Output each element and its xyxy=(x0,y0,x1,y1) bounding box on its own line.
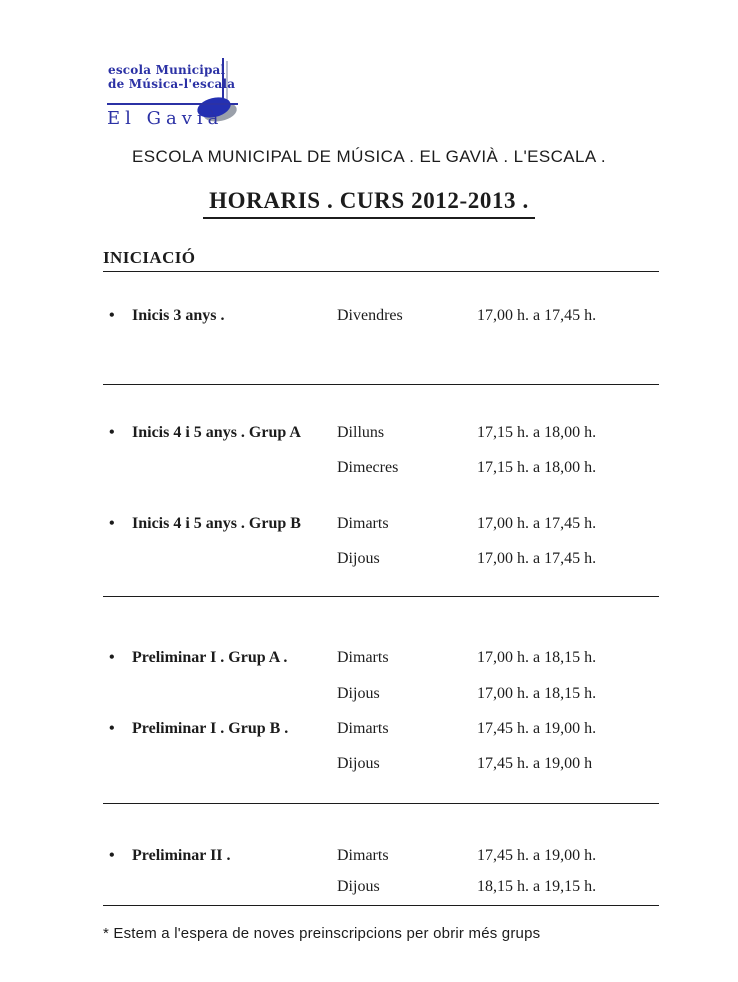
logo-text-line2: de Música-l'escala xyxy=(108,77,236,91)
session-day: Dijous xyxy=(337,550,380,567)
session-time: 17,45 h. a 19,00 h xyxy=(477,755,593,772)
session-time: 17,00 h. a 17,45 h. xyxy=(477,550,597,567)
session-day: Dijous xyxy=(337,878,380,895)
schedule-row xyxy=(103,648,659,668)
bullet-icon: • xyxy=(109,720,115,737)
separator-rule xyxy=(103,596,659,597)
schedule-row xyxy=(103,877,659,897)
section-heading-iniciacio: INICIACIÓ xyxy=(103,248,659,272)
bullet-icon: • xyxy=(109,649,115,666)
group-name: Preliminar I . Grup A . xyxy=(132,649,288,666)
schedule-row xyxy=(103,458,659,478)
session-time: 17,15 h. a 18,00 h. xyxy=(477,459,597,476)
school-name-heading: ESCOLA MUNICIPAL DE MÚSICA . EL GAVIÀ . L'ESCALA . xyxy=(132,147,606,166)
session-day: Dimarts xyxy=(337,847,389,864)
separator-rule xyxy=(103,384,659,385)
bullet-icon: • xyxy=(109,307,115,324)
session-time: 17,00 h. a 18,15 h. xyxy=(477,685,597,702)
session-time: 17,00 h. a 17,45 h. xyxy=(477,307,597,324)
session-time: 17,45 h. a 19,00 h. xyxy=(477,720,597,737)
schedule-row xyxy=(103,846,659,866)
document-title-wrap xyxy=(0,188,738,219)
session-day: Dijous xyxy=(337,755,380,772)
session-time: 17,15 h. a 18,00 h. xyxy=(477,424,597,441)
schedule-row xyxy=(103,719,659,739)
separator-rule xyxy=(103,803,659,804)
group-name: Preliminar II . xyxy=(132,847,231,864)
session-day: Divendres xyxy=(337,307,403,324)
session-day: Dimarts xyxy=(337,720,389,737)
session-day: Dijous xyxy=(337,685,380,702)
logo-text xyxy=(108,63,235,91)
schedule-row xyxy=(103,684,659,704)
session-time: 17,00 h. a 17,45 h. xyxy=(477,515,597,532)
logo-staff-line xyxy=(107,103,238,105)
session-day: Dimarts xyxy=(337,649,389,666)
session-time: 17,45 h. a 19,00 h. xyxy=(477,847,597,864)
bullet-icon: • xyxy=(109,515,115,532)
bullet-icon: • xyxy=(109,847,115,864)
group-name: Inicis 4 i 5 anys . Grup B xyxy=(132,515,301,532)
logo-text-line1: escola Municipal xyxy=(108,63,226,77)
separator-rule xyxy=(103,905,659,906)
session-day: Dimecres xyxy=(337,459,399,476)
schedule-row xyxy=(103,549,659,569)
session-time: 17,00 h. a 18,15 h. xyxy=(477,649,597,666)
school-logo xyxy=(105,55,250,135)
logo-school-name: El Gavià xyxy=(107,108,224,129)
session-day: Dilluns xyxy=(337,424,385,441)
footer-note: * Estem a l'espera de noves preinscripcions per obrir més grups xyxy=(103,925,541,942)
schedule-row xyxy=(103,423,659,443)
schedule-row xyxy=(103,514,659,534)
group-name: Preliminar I . Grup B . xyxy=(132,720,289,737)
group-name: Inicis 3 anys . xyxy=(132,307,225,324)
session-day: Dimarts xyxy=(337,515,389,532)
bullet-icon: • xyxy=(109,424,115,441)
session-time: 18,15 h. a 19,15 h. xyxy=(477,878,597,895)
schedule-row xyxy=(103,754,659,774)
schedule-row xyxy=(103,306,659,326)
group-name: Inicis 4 i 5 anys . Grup A xyxy=(132,424,301,441)
document-title: HORARIS . CURS 2012-2013 . xyxy=(203,188,535,219)
